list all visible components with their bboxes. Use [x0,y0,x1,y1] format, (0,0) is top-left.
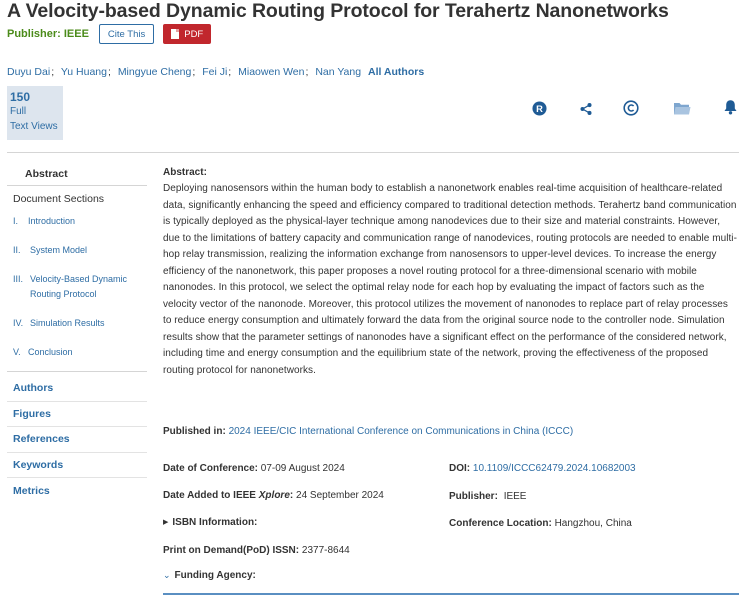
views-label-line2: Text Views [10,121,58,132]
folder-icon[interactable] [672,100,692,116]
date-added [163,490,384,501]
sidebar-document-sections-heading: Document Sections [13,193,105,205]
rights-icon[interactable] [531,100,547,116]
pod-issn-label: Print on Demand(PoD) ISSN: [163,545,300,556]
author-link[interactable]: Fei Ji [202,66,228,78]
page-title: A Velocity-based Dynamic Routing Protocol for Terahertz Nanonetworks [7,0,669,22]
date-of-conference [163,463,345,474]
views-label-line1: Full [10,106,27,117]
funding-agency-toggle[interactable] [163,570,256,581]
publisher-meta-label: Publisher: [449,491,498,502]
date-added-label: Date Added to IEEE Xplore: [163,490,294,501]
published-in [163,426,573,437]
sidebar-link-keywords[interactable]: Keywords [7,453,147,479]
author-list: Duyu Dai; Yu Huang; Mingyue Cheng; Fei Ji; Miaowen Wen; Nan Yang All Authors [7,66,425,78]
conference-location [449,518,632,529]
sidebar-divider [7,371,147,372]
pdf-icon [171,29,179,39]
section-bottom-rule [163,593,739,595]
cite-this-label: Cite This [107,28,146,40]
all-authors-link[interactable]: All Authors [367,66,425,78]
header-divider [7,152,739,153]
author-link[interactable]: Miaowen Wen [238,66,305,78]
pdf-button[interactable] [163,24,211,44]
document-sidebar [7,162,147,504]
chevron-down-icon: ⌄ [163,570,171,580]
alert-bell-icon[interactable] [722,99,738,115]
date-of-conference-label: Date of Conference: [163,463,259,474]
publisher-meta-value: IEEE [503,491,527,502]
date-of-conference-value: 07-09 August 2024 [260,463,345,474]
isbn-label: ISBN Information: [172,517,258,528]
sidebar-section-simulation-results[interactable]: IV. Simulation Results [13,318,105,328]
sidebar-section-conclusion[interactable]: V. Conclusion [13,347,73,357]
isbn-toggle[interactable] [163,517,257,528]
publisher-row [7,24,211,44]
sidebar-section-introduction[interactable]: I. Introduction [13,216,76,226]
abstract-text: Deploying nanosensors within the human body to establish a nanonetwork enables real-time acquisition of healthcare-related data, significantly enhancing the speed and efficiency compared to traditional detection methods. Terahertz band communication is typically deployed as the physical-layer technique among nanodevices due to their size and material constraints. However, due to the limitations of battery capacity and communication range of nanodevices, routing protocols are needed to enable multi-hop relay transmission, realizing the information exchange from nanosensors to upper-level devices. To increase the energy efficiency of the nanonetwork, this paper proposes a novel routing protocol for a three-dimensional scenario with mobile nanonodes. In this protocol, we select the optimal relay node for each hop by evaluating the impact of factors such as the velocity vector of the nanonode. Moreover, this protocol utilizes the movement of nanonodes to replace part of relay processes to reduce energy consumption and ultimately forward the data from the original source node to the controller node. Simulation results show that the parameter settings of nanonodes have a significant effect on the performance of the considered network, including time and energy consumption and the equilibrium state of the network, proving the effectiveness of the proposed routing protocol for nanonetworks. [163,183,737,376]
doi-link[interactable]: 10.1109/ICCC62479.2024.10682003 [472,463,636,474]
publisher-meta [449,491,526,502]
published-in-link[interactable]: 2024 IEEE/CIC International Conference on Communications in China (ICCC) [228,426,574,437]
doi-label: DOI: [449,463,471,474]
sidebar-link-metrics[interactable]: Metrics [13,484,50,497]
doi [449,463,636,474]
pod-issn-value: 2377-8644 [301,545,350,556]
publisher-label: Publisher: IEEE [7,28,89,40]
abstract-section [163,166,739,379]
svg-text:R: R [535,103,543,114]
full-text-views-box [7,86,63,140]
pod-issn [163,545,350,556]
funding-agency-label: Funding Agency: [174,570,256,581]
author-link[interactable]: Mingyue Cheng [117,66,192,78]
sidebar-abstract[interactable]: Abstract [7,162,147,186]
sidebar-link-figures[interactable]: Figures [7,402,147,428]
conference-location-label: Conference Location: [449,518,552,529]
author-link[interactable]: Duyu Dai [7,66,51,78]
views-count: 150 [10,90,31,104]
author-link[interactable]: Yu Huang [60,66,107,78]
sidebar-sections-list [7,214,147,360]
sidebar-link-references[interactable]: References [7,427,147,453]
caret-right-icon: ▶ [163,519,169,526]
sidebar-link-authors[interactable]: Authors [7,376,147,402]
copyright-icon[interactable] [623,100,639,116]
pdf-label: PDF [184,28,204,40]
abstract-heading: Abstract: [163,167,207,178]
sidebar-section-system-model[interactable]: II. System Model [13,245,88,255]
date-added-value: 24 September 2024 [296,490,384,501]
share-icon[interactable] [578,101,594,117]
conference-location-value: Hangzhou, China [554,518,632,529]
author-link[interactable]: Nan Yang [315,66,362,78]
published-in-label: Published in: [163,426,226,437]
cite-this-button[interactable] [99,24,154,44]
sidebar-section-routing-protocol[interactable]: III. Velocity-Based Dynamic Routing Protocol [13,274,128,299]
